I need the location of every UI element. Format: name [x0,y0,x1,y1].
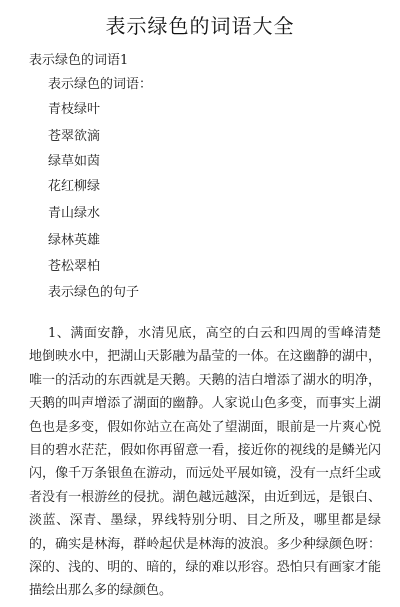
word-item-5: 青山绿水 [48,206,101,221]
word-item-3: 绿草如茵 [48,154,101,169]
sentences-label: 表示绿色的句子 [48,285,140,300]
paragraph-1: 1、满面安静，水清见底，高空的白云和四周的雪峰清楚地倒映水中，把湖山天影融为晶莹的一体。在这幽静的湖中，唯一的活动的东西就是天鹅。天鹅的洁白增添了湖水的明净，天鹅的叫声增添了湖面的幽静。人家说山色多变，而事实上湖色也是多变，假如你站立在高处了望湖面，眼前是一片爽心悦目的碧水茫茫，假如你再留意一看，接近你的视线的是鳞光闪闪，像千万条银鱼在游动，而远处平展如镜，没有一点纤尘或者没有一根游丝的侵扰。湖色越远越深，由近到远，是银白、淡蓝、深青、墨绿，界线特别分明、目之所及，哪里都是绿的，确实是林海，群岭起伏是林海的波浪。多少种绿颜色呀：深的、浅的、明的、暗的，绿的难以形容。恐怕只有画家才能描绘出那么多的绿颜色。 [29,326,381,599]
section-heading: 表示绿色的词语1 [29,53,129,68]
word-item-7: 苍松翠柏 [48,259,101,274]
document-title: 表示绿色的词语大全 [105,14,295,38]
word-item-4: 花红柳绿 [48,179,101,194]
word-item-2: 苍翠欲滴 [48,129,101,144]
word-item-1: 青枝绿叶 [48,102,101,117]
words-label: 表示绿色的词语： [48,77,153,92]
word-item-6: 绿林英雄 [48,233,101,248]
